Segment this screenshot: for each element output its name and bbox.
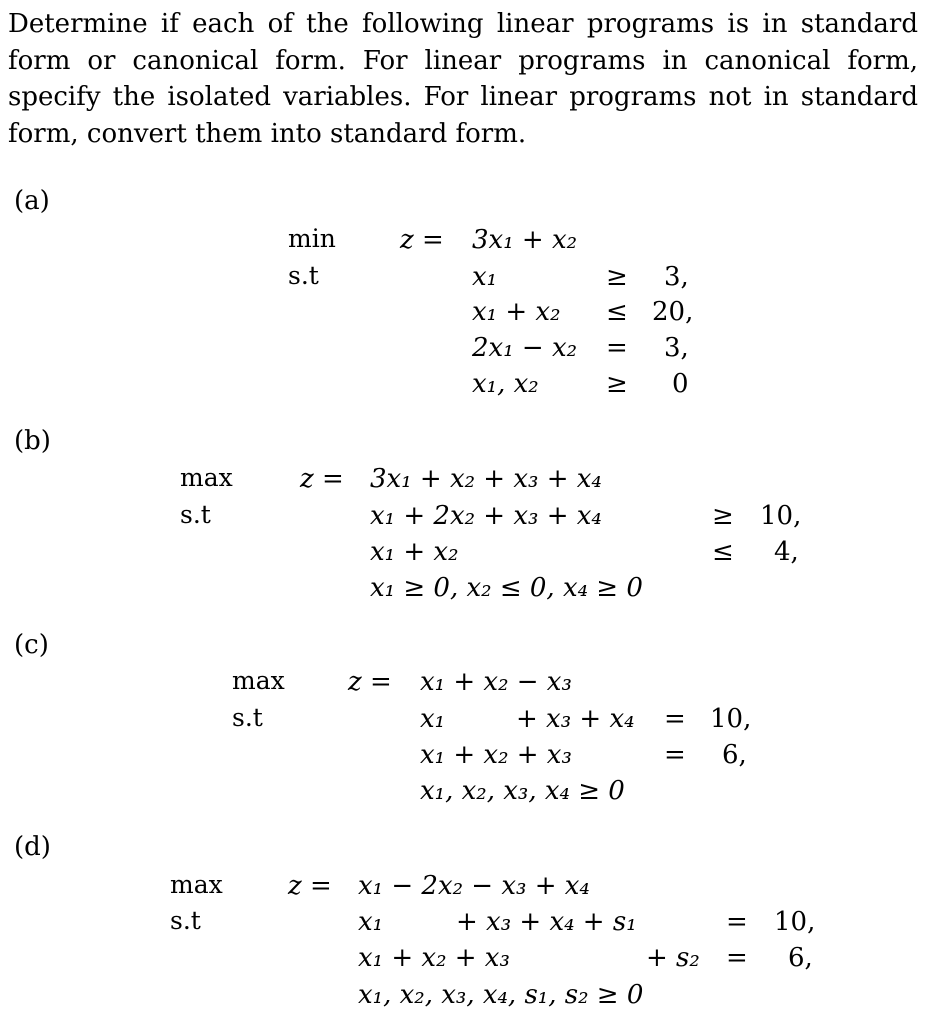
problem-a-row1-rel: ≥	[606, 262, 628, 292]
problem-b-row1-rel: ≥	[712, 501, 734, 531]
problem-b-st: s.t	[180, 500, 211, 529]
problem-c-row1-lhs-b: + x₃ + x₄	[516, 704, 635, 734]
problem-b-row2-rhs: 4,	[774, 537, 799, 567]
problem-a-row2-lhs: x₁ + x₂	[472, 297, 561, 327]
problem-b-label: (b)	[14, 426, 51, 456]
problem-d-label: (d)	[14, 832, 51, 862]
problem-d-sign: x₁, x₂, x₃, x₄, s₁, s₂ ≥ 0	[358, 980, 644, 1010]
problem-d-row2-rhs: 6,	[788, 943, 813, 973]
problem-b-sense: max	[180, 463, 233, 492]
problem-a-row4-rel: ≥	[606, 369, 628, 399]
problem-b-objective: 3x₁ + x₂ + x₃ + x₄	[370, 464, 602, 494]
problem-a-row4-rhs: 0	[672, 369, 689, 399]
problem-a-row3-lhs: 2x₁ − x₂	[472, 333, 578, 363]
problem-d-row1-lhs-a: x₁	[358, 907, 384, 937]
problem-a-st: s.t	[288, 261, 319, 290]
problem-d-row1-lhs-b: + x₃ + x₄ + s₁	[456, 907, 637, 937]
problem-b-z: z =	[300, 464, 344, 494]
problem-d-objective: x₁ − 2x₂ − x₃ + x₄	[358, 871, 590, 901]
problem-c-label: (c)	[14, 630, 49, 660]
problem-d-row2-lhs-a: x₁ + x₂ + x₃	[358, 943, 510, 973]
problem-c-z: z =	[348, 667, 392, 697]
problem-b-row1-lhs: x₁ + 2x₂ + x₃ + x₄	[370, 501, 602, 531]
problem-a-row4-lhs: x₁, x₂	[472, 369, 539, 399]
problem-b-row2-rel: ≤	[712, 537, 734, 567]
problem-d-z: z =	[288, 871, 332, 901]
problem-a-row2-rhs: 20,	[652, 297, 694, 327]
problem-c-sense: max	[232, 666, 285, 695]
problem-b-row2-lhs: x₁ + x₂	[370, 537, 459, 567]
problem-c-st: s.t	[232, 703, 263, 732]
problem-a-sense: min	[288, 224, 336, 253]
problem-a-row3-rhs: 3,	[664, 333, 689, 363]
problem-d-row1-rel: =	[726, 907, 748, 937]
problem-d-row2-lhs-b: + s₂	[646, 943, 700, 973]
problem-d-row1-rhs: 10,	[774, 907, 816, 937]
problem-c-row1-rhs: 10,	[710, 704, 752, 734]
problem-d-row2-rel: =	[726, 943, 748, 973]
problem-c-row1-lhs-a: x₁	[420, 704, 446, 734]
problem-c-sign: x₁, x₂, x₃, x₄ ≥ 0	[420, 776, 625, 806]
problem-a-z: z =	[400, 225, 444, 255]
problem-b-row1-rhs: 10,	[760, 501, 802, 531]
instructions-text: Determine if each of the following linear programs is in standard form or canonical form. For linear programs in canonical form, specify the isolated variables. For linear programs not in standard form, convert them into standard form.	[8, 9, 918, 149]
problem-d-sense: max	[170, 870, 223, 899]
problem-c-row2-rhs: 6,	[722, 740, 747, 770]
problem-a-objective: 3x₁ + x₂	[472, 225, 578, 255]
problem-a-row2-rel: ≤	[606, 297, 628, 327]
problem-b-sign: x₁ ≥ 0, x₂ ≤ 0, x₄ ≥ 0	[370, 573, 643, 603]
problem-c-row2-lhs: x₁ + x₂ + x₃	[420, 740, 572, 770]
problem-c-row1-rel: =	[664, 704, 686, 734]
problem-c-row2-rel: =	[664, 740, 686, 770]
problem-a-row1-rhs: 3,	[664, 262, 689, 292]
problem-d-st: s.t	[170, 906, 201, 935]
problem-a-row3-rel: =	[606, 333, 628, 363]
problem-c-objective: x₁ + x₂ − x₃	[420, 667, 572, 697]
problem-a-row1-lhs: x₁	[472, 262, 498, 292]
problem-a-label: (a)	[14, 186, 50, 216]
